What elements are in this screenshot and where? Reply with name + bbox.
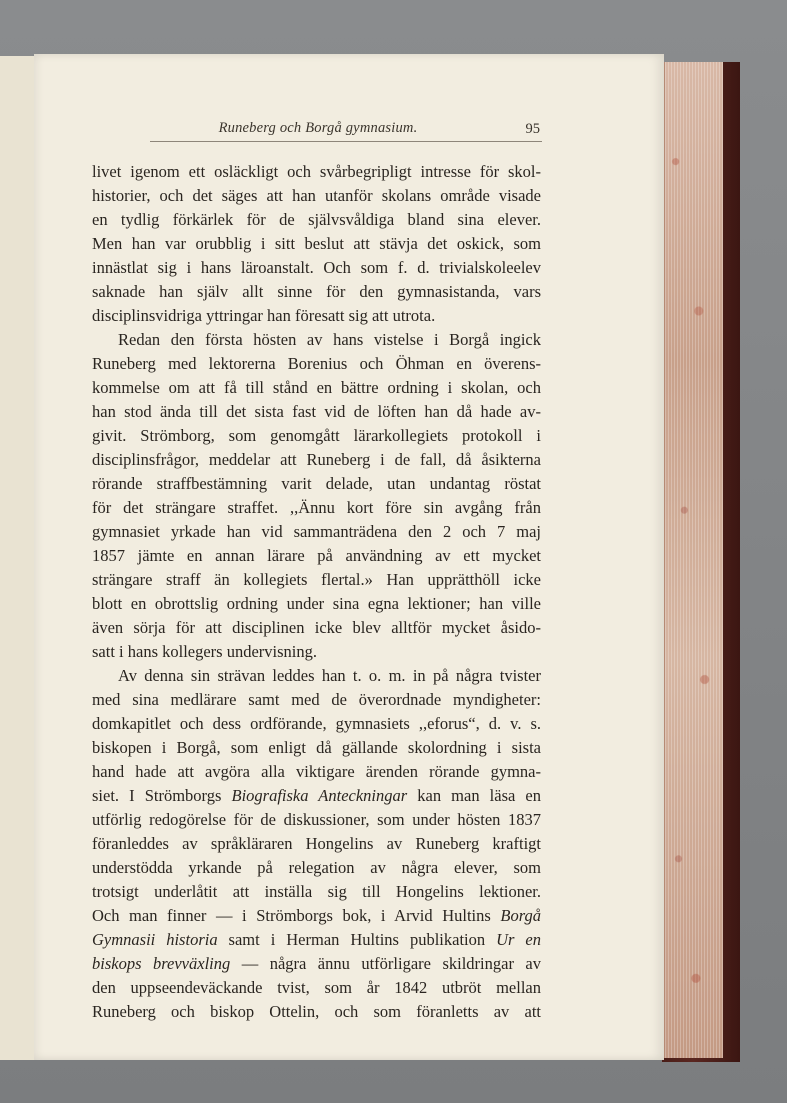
text-line [92,928,541,952]
text-line [92,376,541,400]
italic-title: Biografiska Anteckningar [231,786,408,805]
text-line [92,304,541,328]
text-segment: kommelse om att få till stånd en bättre ordning i skolan, och [92,378,541,397]
text-segment: gymnasiet yrkade han vid sammanträdena den 2 och 7 maj [92,522,541,541]
text-segment: disciplinsvidriga yttringar han föresatt sig att utrota. [92,306,436,325]
text-segment: med sina medlärare samt med de överordnade myndigheter: [92,690,541,709]
text-line [92,232,541,256]
text-segment: siet. I Strömborgs [92,786,232,805]
text-segment: disciplinsfrågor, meddelar att Runeberg i de fall, då åsikterna [92,450,541,469]
text-segment: hand hade att avgöra alla viktigare ärenden rörande gymna- [92,762,541,781]
text-segment: livet igenom ett osläckligt och svårbegripligt intresse för skol- [92,162,541,181]
text-line [92,520,541,544]
text-segment: en tydlig förkärlek för de självsvåldiga bland sina elever. [92,210,541,229]
text-line [92,616,541,640]
body-text [92,160,541,1024]
text-segment: samt i Herman Hultins publikation [217,930,497,949]
text-segment: Redan den första hösten av hans vistelse i Borgå ingick [118,330,541,349]
italic-title: biskops brevväxling [92,954,231,973]
text-segment: utförlig redogörelse för de diskussioner, som under hösten 1837 [92,810,541,829]
text-line [92,856,541,880]
text-segment: innästlat sig i hans läroanstalt. Och som f. d. trivialskoleelev [92,258,541,277]
text-line [92,832,541,856]
text-segment: satt i hans kollegers undervisning. [92,642,318,661]
text-segment: för det strängare straffet. ,,Ännu kort före sin avgång från [92,498,541,517]
text-line [92,904,541,928]
text-segment: biskopen i Borgå, som enligt då gällande skolordning i sista [92,738,541,757]
text-line [92,496,541,520]
text-line [92,592,541,616]
text-segment: Och man finner — i Strömborgs bok, i Arvid Hultins [92,906,501,925]
text-line [92,448,541,472]
facing-page-edge [0,56,35,1060]
text-line [92,256,541,280]
text-segment: givit. Strömborg, som genomgått lärarkollegiets protokoll i [92,426,541,445]
text-segment: domkapitlet och dess ordförande, gymnasiets ,,eforus“, d. v. s. [92,714,541,733]
text-line [92,976,541,1000]
text-line [92,352,541,376]
page-number: 95 [525,121,540,137]
marbled-edge [664,62,722,1058]
text-segment: Runeberg och biskop Ottelin, och som föranletts av att [92,1002,541,1021]
text-line [92,1000,541,1024]
text-line [92,160,541,184]
text-segment: kan man läsa en [407,786,541,805]
header-rule [150,141,542,142]
text-line [92,712,541,736]
text-segment: trotsigt underlåtit att inställa sig till Hongelins lektioner. [92,882,541,901]
text-line [92,544,541,568]
text-segment: han stod ända till det sista fast vid de löften han då hade av- [92,402,541,421]
text-segment: Men han var orubblig i sitt beslut att stävja det oskick, som [92,234,541,253]
text-segment: rörande straffbestämning varit delade, utan undantag röstat [92,474,541,493]
text-line [92,688,541,712]
text-line [92,472,541,496]
text-line [92,736,541,760]
text-line [92,808,541,832]
text-segment: saknade han själv allt sinne för den gymnasistanda, vars [92,282,541,301]
text-line [92,400,541,424]
text-line [92,184,541,208]
text-line [92,280,541,304]
text-segment: Runeberg med lektorerna Borenius och Öhman en överens- [92,354,541,373]
running-title: Runeberg och Borgå gymnasium. [218,120,418,136]
text-segment: den uppseendeväckande tvist, som år 1842 utbröt mellan [92,978,541,997]
text-line [92,328,541,352]
text-line [92,568,541,592]
text-line [92,760,541,784]
text-line [92,952,541,976]
text-line [92,208,541,232]
text-segment: Av denna sin strävan leddes han t. o. m. in på några tvister [118,666,541,685]
text-segment: historier, och det säges att han utanför skolans område visade [92,186,541,205]
text-line [92,664,541,688]
text-segment: 1857 jämte en annan lärare på användning av ett mycket [92,546,541,565]
text-line [92,880,541,904]
text-segment: blott en obrottslig ordning under sina egna lektioner; han ville [92,594,541,613]
text-segment: även sörja för att disciplinen icke blev alltför mycket åsido- [92,618,541,637]
italic-title: Ur en [496,930,541,949]
text-segment: — några ännu utförligare skildringar av [230,954,541,973]
text-line [92,640,541,664]
text-segment: understödda yrkande på relegation av några elever, som [92,858,541,877]
text-line [92,424,541,448]
italic-title: Borgå [500,906,541,925]
italic-title: Gymnasii historia [92,930,218,949]
text-segment: strängare straff än kollegiets flertal.» Han upprätthöll icke [92,570,541,589]
text-segment: föranleddes av språkläraren Hongelins av Runeberg kraftigt [92,834,541,853]
text-line [92,784,541,808]
